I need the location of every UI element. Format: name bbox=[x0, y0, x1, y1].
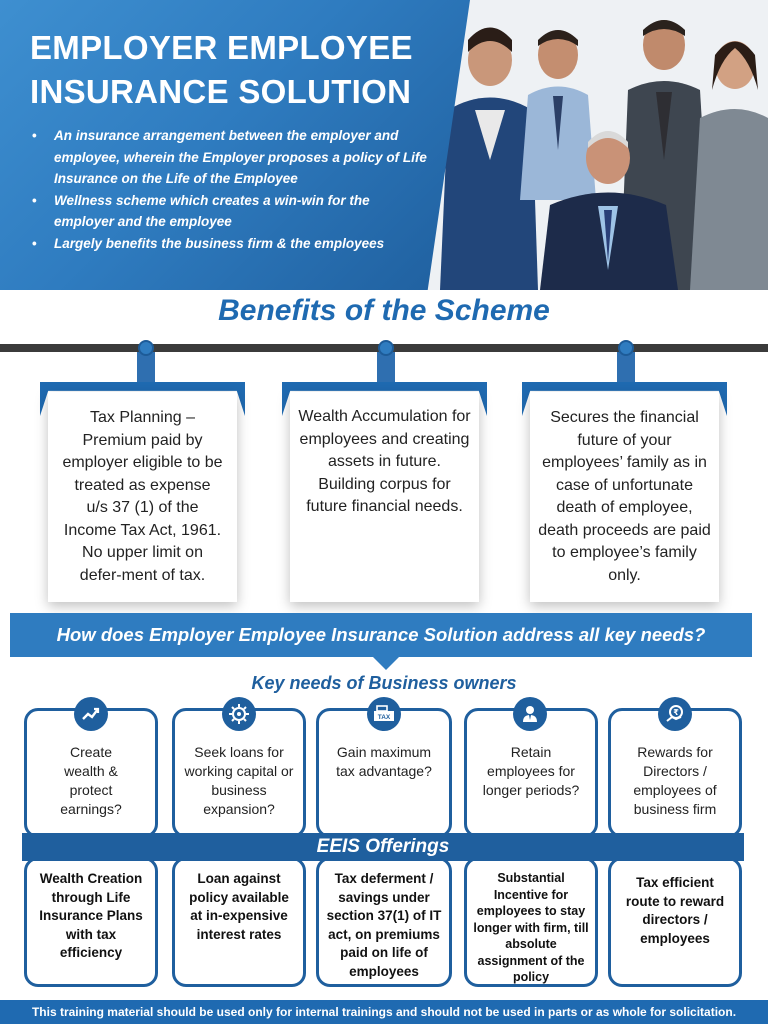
benefit-card-wealth bbox=[282, 382, 487, 602]
down-arrow-pointer bbox=[372, 656, 400, 670]
page-title-line-2: INSURANCE SOLUTION bbox=[30, 73, 412, 110]
offer-box-rewards bbox=[608, 857, 742, 987]
need-text: Rewards for Directors / employees of business firm bbox=[633, 744, 717, 817]
benefits-heading: Benefits of the Scheme bbox=[218, 294, 550, 327]
hero-bullet: • Largely benefits the business firm & the employees bbox=[32, 233, 432, 255]
tax-icon bbox=[367, 697, 401, 731]
reward-icon bbox=[658, 697, 692, 731]
hero-bullet: • An insurance arrangement between the employer and employee, wherein the Employer proposes a policy of Life Insurance on the Life of the Employee bbox=[32, 125, 432, 190]
key-needs-heading: Key needs of Business owners bbox=[251, 673, 517, 693]
need-text: Create wealth & protect earnings? bbox=[60, 744, 122, 817]
offerings-heading: EEIS Offerings bbox=[316, 836, 450, 857]
loan-gear-icon bbox=[222, 697, 256, 731]
rail-peg bbox=[618, 340, 634, 356]
offer-text: Substantial Incentive for employees to stay longer with firm, till absolute assignment of the policy bbox=[473, 871, 589, 984]
business-team-photo bbox=[420, 0, 768, 290]
svg-text:₹: ₹ bbox=[673, 708, 679, 717]
offer-text: Loan against policy available at in-expensive interest rates bbox=[189, 871, 289, 942]
team-photo-illustration bbox=[420, 0, 768, 290]
offer-text: Tax efficient route to reward directors / employees bbox=[625, 875, 725, 946]
disclaimer-footer bbox=[0, 1000, 768, 1024]
page-title bbox=[30, 26, 450, 114]
offer-text: Tax deferment / savings under section 37(1) of IT act, on premiums paid on life of employees bbox=[326, 871, 442, 979]
rail-peg bbox=[378, 340, 394, 356]
question-text: How does Employer Employee Insurance Solution address all key needs? bbox=[56, 624, 706, 645]
benefit-card-text: Secures the financial future of your employees’ family as in case of unfortunate death of employee, death proceeds are paid to employee’s family only. bbox=[530, 392, 719, 602]
offerings-banner bbox=[22, 833, 744, 861]
employee-icon bbox=[513, 697, 547, 731]
benefit-card-tax-planning bbox=[40, 382, 245, 602]
offer-box-wealth bbox=[24, 857, 158, 987]
growth-chart-icon bbox=[74, 697, 108, 731]
benefit-card-security bbox=[522, 382, 727, 602]
disclaimer-text: This training material should be used only for internal trainings and should not be used in parts or as whole for solicitation. bbox=[31, 1005, 737, 1019]
offer-box-loan bbox=[172, 857, 306, 987]
need-text: Seek loans for working capital or business expansion? bbox=[184, 744, 294, 817]
offer-box-tax bbox=[316, 857, 452, 987]
benefit-card-text: Tax Planning – Premium paid by employer eligible to be treated as expense u/s 37 (1) of the Income Tax Act, 1961. No upper limit on defer-ment of tax. bbox=[48, 392, 237, 602]
rail-peg bbox=[138, 340, 154, 356]
svg-text:TAX: TAX bbox=[377, 714, 391, 721]
offer-text: Wealth Creation through Life Insurance Plans with tax efficiency bbox=[39, 871, 143, 960]
hero-banner bbox=[0, 0, 768, 290]
need-text: Retain employees for longer periods? bbox=[482, 744, 580, 798]
need-text: Gain maximum tax advantage? bbox=[336, 744, 432, 779]
question-banner bbox=[10, 613, 752, 657]
hero-bullet-list bbox=[32, 125, 432, 254]
benefit-card-text: Wealth Accumulation for employees and creating assets in future. Building corpus for future financial needs. bbox=[290, 392, 479, 602]
offer-box-retain bbox=[464, 857, 598, 987]
hero-bullet: • Wellness scheme which creates a win-win for the employer and the employee bbox=[32, 190, 432, 233]
page-title-line-1: EMPLOYER EMPLOYEE bbox=[30, 29, 413, 66]
